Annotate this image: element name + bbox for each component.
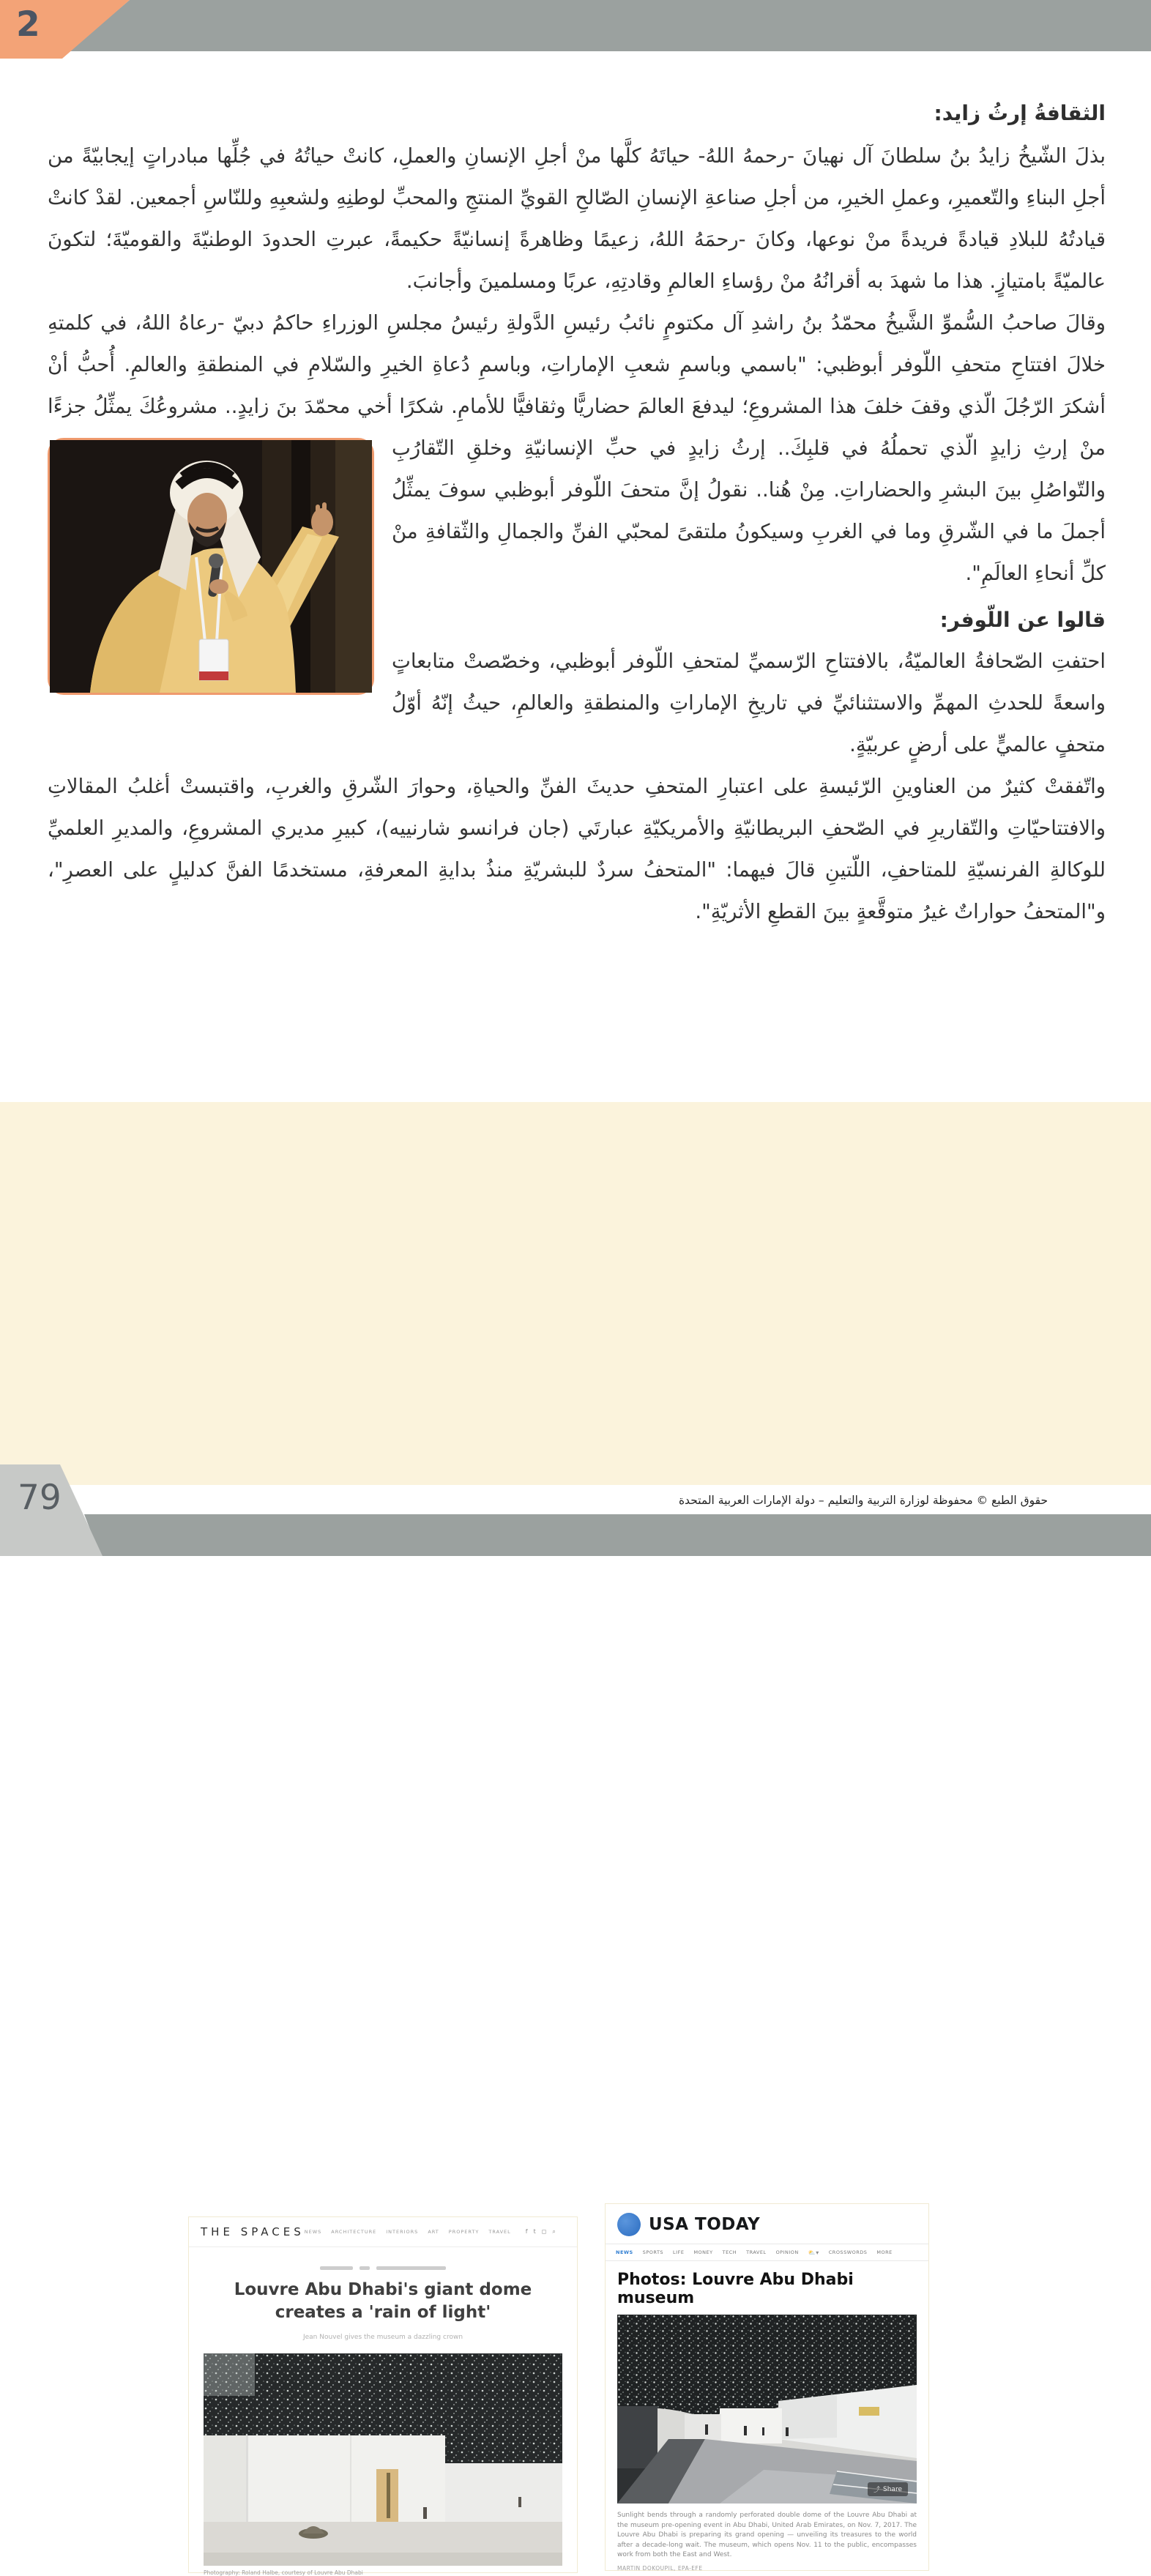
usa-today-nav — [606, 2244, 928, 2261]
nav-item-tech[interactable]: TECH — [722, 2249, 737, 2255]
dome-interior-photo — [204, 2353, 562, 2566]
unit-number: 2 — [16, 4, 40, 45]
twitter-icon[interactable]: t — [533, 2228, 536, 2235]
paragraph-2-part1: وقالَ صاحبُ السُّموِّ الشَّيخُ محمّدُ بنُ راشدِ آل مكتومٍ نائبُ رئيسِ الدَّولةِ رئيسُ مجلسِ الوزراءِ حاكمُ دبيّ -رعاهُ اللهُ، في كلمتهِ خلالَ افتتاحِ متحفِ اللّوفر أبوظبي: "باسمي وباسمِ شعبِ الإماراتِ، وباسمِ دُعاةِ الخيرِ والسّلامِ في المنطقةِ والعالمِ. أُحبُّ أنْ أشكرَ الرّجُلَ الّذي وقفَ خلفَ هذا المشروعِ؛ ليدفعَ العالمَ حضاريًّا وثقافيًّا للأمامِ. شكرًا أخي محمّدَ بنَ زايدٍ.. مشروعُكَ يمثِّلُ جزءًا منْ إرثِ زايدٍ الّذي — [48, 311, 1106, 460]
sheikh-photo-graphic — [50, 440, 372, 693]
nav-item-more[interactable]: MORE — [876, 2249, 893, 2255]
page-number: 79 — [18, 1478, 62, 1518]
the-spaces-nav — [305, 2229, 511, 2235]
usa-today-headline: Photos: Louvre Abu Dhabi museum — [617, 2271, 854, 2307]
kicker-bar — [376, 2266, 446, 2270]
article-title: الثقافةُ إرثُ زايد: — [934, 101, 1106, 125]
usa-today-logo: USA TODAY — [649, 2215, 761, 2234]
nav-item-life[interactable]: LIFE — [673, 2249, 685, 2255]
nav-item-architecture[interactable]: ARCHITECTURE — [331, 2229, 377, 2235]
nav-item-interiors[interactable]: INTERIORS — [386, 2229, 419, 2235]
the-spaces-subtitle: Jean Nouvel gives the museum a dazzling crown — [302, 2334, 463, 2342]
header-bar — [0, 0, 1151, 51]
quotes-heading: قالوا عن اللّوفر: — [939, 608, 1106, 632]
article-kicker-bars — [189, 2266, 577, 2270]
footer-bar — [0, 1514, 1151, 1556]
kicker-bar — [320, 2266, 353, 2270]
paragraph-1: بذلَ الشّيخُ زايدُ بنُ سلطانَ آل نهيانَ -رحمهُ اللهُ- حياتَهُ كلَّها منْ أجلِ الإنسانِ والعملِ، كانتْ حياتُهُ في جُلِّها مبادراتٍ إيجابيّةً من أجلِ البناءِ والتّعميرِ، وعملِ الخيرِ، من أجلِ صناعةِ الإنسانِ الصّالحِ القويِّ المنتجِ والمحبِّ لوطنِهِ ولشعبِهِ وللنّاسِ أجمعين. لقدْ كانتْ قيادتُهُ للبلادِ قيادةً فريدةً منْ نوعها، وكانَ -رحمَهُ اللهُ، زعيمًا وظاهرةً إنسانيّةً حكيمةً، عبرتِ الحدودَ الوطنيّةَ والقوميّةَ؛ لتكونَ عالميّةً بامتيازٍ. هذا ما شهدَ به أقرانُهُ منْ رؤساءِ العالمِ وقادتِهِ، عربًا ومسلمينَ وأجانبَ. — [48, 144, 1106, 293]
paragraph-3: احتفتِ الصّحافةُ العالميّةُ، بالافتتاحِ الرّسميِّ لمتحفِ اللّوفر أبوظبي، وخصّصتْ متابعاتٍ واسعةً للحدثِ المهمِّ والاستثنائيِّ في تاريخِ الإماراتِ والمنطقةِ والعالمِ، حيثُ إنّهُ أوّلُ متحفٍ عالميٍّ على أرضٍ عربيّةٍ. — [392, 649, 1106, 756]
the-spaces-headline: Louvre Abu Dhabi's giant dome creates a 'rain of light' — [234, 2280, 532, 2323]
nav-item-sports[interactable]: SPORTS — [642, 2249, 664, 2255]
the-spaces-header — [189, 2217, 577, 2247]
instagram-icon[interactable]: ◻ — [541, 2228, 547, 2235]
the-spaces-social-icons — [526, 2228, 556, 2236]
usa-today-header — [606, 2204, 928, 2244]
search-icon[interactable]: ⌕ — [552, 2228, 556, 2235]
the-spaces-clipping — [189, 2217, 577, 2576]
nav-item-property[interactable]: PROPERTY — [448, 2229, 480, 2235]
usa-today-photo-caption: Sunlight bends through a randomly perforated double dome of the Louvre Abu Dhabi at the museum pre-opening event in Abu Dhabi, United Arab Emirates, on Nov. 7, 2017. The Louvre Abu Dhabi is preparing its grand opening — unveiling its treasures to the world after a decade-long wait. The museum, which opens Nov. 11 to the public, encompasses work from both the East and West. — [617, 2512, 917, 2558]
nav-item-travel[interactable]: TRAVEL — [488, 2229, 511, 2235]
share-label: Share — [883, 2485, 902, 2493]
weather-icon[interactable]: ⛅▾ — [808, 2249, 819, 2256]
the-spaces-photo-caption: Photography: Roland Halbe, courtesy of Louvre Abu Dhabi — [204, 2569, 363, 2576]
nav-item-news[interactable]: NEWS — [304, 2229, 322, 2235]
louvre-museum-photo — [617, 2315, 917, 2504]
the-spaces-logo: THE SPACES — [201, 2225, 305, 2238]
nav-item-news[interactable]: NEWS — [616, 2249, 633, 2255]
usa-today-logo-icon — [617, 2213, 641, 2236]
article — [48, 92, 1106, 933]
nav-item-money[interactable]: MONEY — [693, 2249, 713, 2255]
paragraph-2 — [48, 302, 1106, 595]
paragraph-4: واتّفقتْ كثيرٌ من العناوينِ الرّئيسةِ على اعتبارِ المتحفِ حديثَ الفنِّ والحياةِ، وحوارَ الشّرقِ والغربِ، واقتبستْ أغلبُ المقالاتِ والافتتاحيّاتِ والتّقاريرِ في الصّحفِ البريطانيّةِ والأمريكيّةِ عبارتَي (جان فرانسو شارنييه)، كبيرِ مديري المشروعِ، والمديرِ العلميِّ للوكالةِ الفرنسيّةِ للمتاحفِ، اللّتينِ قالَ فيهما: "المتحفُ سردٌ للبشريّةِ منذُ بدايةِ المعرفةِ، مستخدمًا الفنَّ كدليلٍ على العصرِ"، و"المتحفُ حواراتٌ غيرُ متوقَّعةٍ بينَ القطعِ الأثريّةِ". — [48, 775, 1106, 923]
nav-item-art[interactable]: ART — [428, 2229, 439, 2235]
usa-today-photo-credit: MARTIN DOKOUPIL, EPA-EFE — [617, 2564, 703, 2572]
share-button[interactable] — [868, 2482, 908, 2496]
copyright-notice: حقوق الطبع © محفوظة لوزارة التربية والتعليم – دولة الإمارات العربية المتحدة — [678, 1494, 1048, 1507]
nav-item-crosswords[interactable]: CROSSWORDS — [828, 2249, 868, 2255]
kicker-bar — [360, 2266, 370, 2270]
usa-today-clipping — [606, 2204, 928, 2570]
facebook-icon[interactable]: f — [525, 2228, 528, 2235]
paragraph-2-part2: تحملُهُ في قلبِكَ.. إرثُ زايدٍ في حبِّ الإنسانيّةِ وخلقِ التّقارُبِ والتّواصُلِ بينَ البشرِ والحضاراتِ. مِنْ هُنا.. نقولُ إنَّ متحفَ اللّوفر أبوظبي سوفَ يمثِّلُ أجملَ ما في الشّرقِ وما في الغربِ وسيكونُ ملتقىً لمحبّي الفنِّ والجمالِ والثّقافةِ منْ كلِّ أنحاءِ العالَمِ". — [392, 436, 1106, 585]
nav-item-travel[interactable]: TRAVEL — [746, 2249, 767, 2255]
share-icon: ⤴ — [874, 2487, 881, 2494]
nav-item-opinion[interactable]: OPINION — [775, 2249, 799, 2255]
sheikh-photo — [48, 438, 374, 695]
